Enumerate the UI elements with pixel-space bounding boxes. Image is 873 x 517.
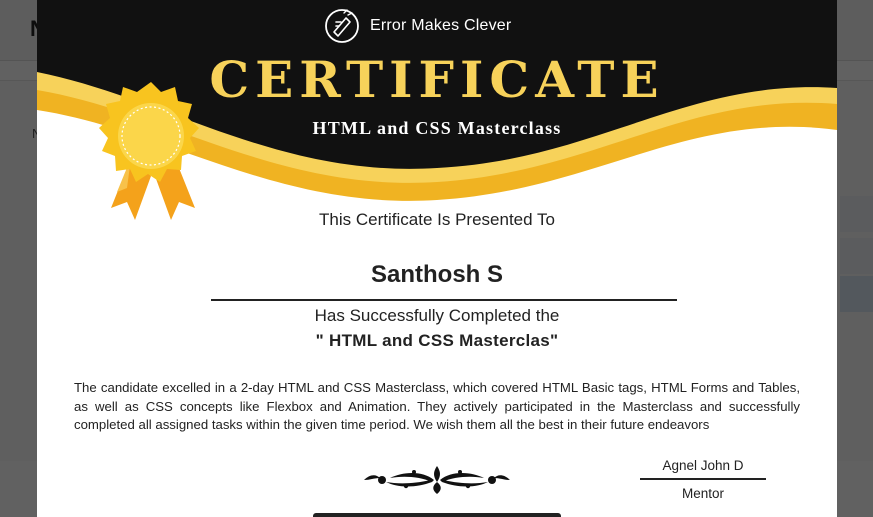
mentor-signature-line: [640, 478, 766, 480]
recipient-underline: [211, 299, 677, 301]
brand-name: Error Makes Clever: [370, 17, 512, 34]
brand-logo-icon: [324, 8, 360, 44]
presented-to-text: This Certificate Is Presented To: [319, 210, 555, 229]
signature-line-left: [313, 513, 561, 517]
brand: [324, 8, 511, 44]
certificate-image: [37, 0, 837, 517]
certificate-subtitle: HTML and CSS Masterclass: [312, 118, 562, 138]
flourish-ornament-icon: [362, 462, 512, 496]
award-seal-icon: [93, 80, 213, 225]
mentor-name: Agnel John D: [662, 458, 744, 473]
course-name: " HTML and CSS Masterclas": [315, 331, 559, 350]
mentor-role: Mentor: [681, 486, 725, 501]
certificate-title: CERTIFICATE: [209, 50, 665, 109]
certificate-description: The candidate excelled in a 2-day HTML and CSS Masterclass, which covered HTML Basic tags, HTML Forms and Tables, as well as CSS concepts like Flexbox and Animation. They actively participated in the Masterclass and successfully completed all assigned tasks within the given time period. We wish them all the best in their future endeavors: [74, 380, 800, 432]
completed-text: Has Successfully Completed the: [314, 306, 560, 325]
recipient-name: Santhosh S: [370, 261, 503, 288]
